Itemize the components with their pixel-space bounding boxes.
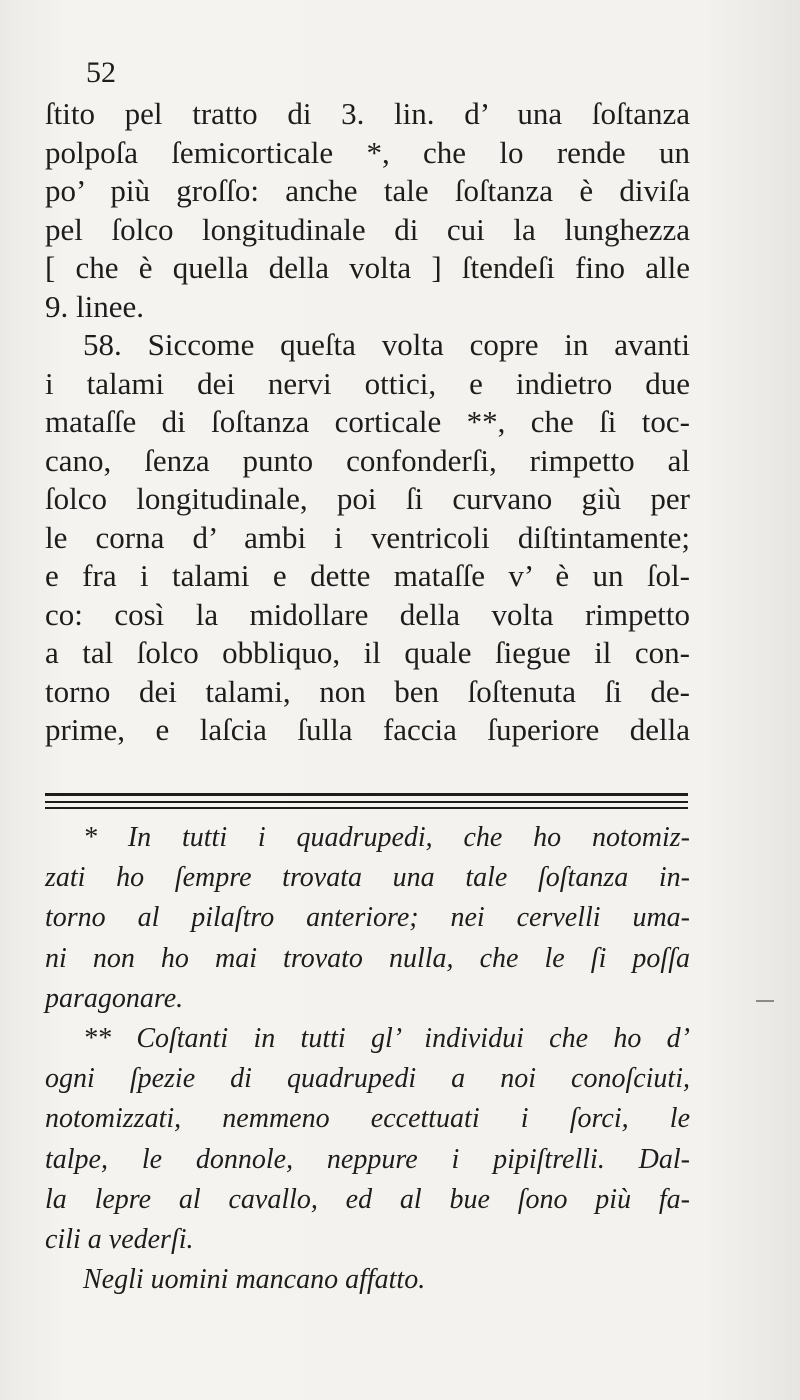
footnote-line: cili a vederſi.: [45, 1223, 194, 1255]
footnote-separator-rule: [45, 807, 688, 809]
text-line: cano, ſenza punto confonderſi, rimpetto al: [45, 442, 690, 478]
text-line: co: così la midollare della volta rimpetto: [45, 596, 690, 632]
footnote-start-line: * In tutti i quadrupedi, che ho notomiz-: [83, 822, 690, 853]
footnote-line: talpe, le donnole, neppure i pipiſtrelli. Dal-: [45, 1143, 690, 1175]
footnote-line: torno al pilaſtro anteriore; nei cervelli uma-: [45, 902, 690, 934]
footnote-separator-double-rule: [45, 793, 688, 803]
text-line: pel ſolco longitudinale di cui la lunghezza: [45, 211, 690, 247]
text-line: i talami dei nervi ottici, e indietro due: [45, 365, 690, 401]
footnote-line: ogni ſpezie di quadrupedi a noi conoſciuti,: [45, 1063, 690, 1095]
text-line: ſtito pel tratto di 3. lin. d’ una ſoſtanza: [45, 96, 690, 131]
text-line: prime, e laſcia ſulla faccia ſuperiore della: [45, 712, 690, 747]
footnote-line: zati ho ſempre trovata una tale ſoſtanza in-: [45, 862, 690, 894]
text-line: mataſſe di ſoſtanza corticale **, che ſi toc-: [45, 404, 690, 439]
footnote-line: ni non ho mai trovato nulla, che le ſi poſſa: [45, 942, 690, 974]
text-line: polpoſa ſemicorticale *, che lo rende un: [45, 134, 690, 170]
text-line: le corna d’ ambi i ventricoli diſtintamente;: [45, 519, 690, 555]
footnote-start-line: ** Coſtanti in tutti gl’ individui che ho d’: [83, 1022, 690, 1054]
text-line: torno dei talami, non ben ſoſtenuta ſi de-: [45, 673, 690, 709]
main-text: [45, 95, 690, 750]
text-line: e fra i talami e dette mataſſe v’ è un ſol-: [45, 558, 690, 593]
footnote-line: la lepre al cavallo, ed al bue ſono più fa-: [45, 1183, 690, 1215]
page-number: 52: [86, 56, 116, 89]
text-line: a tal ſolco obbliquo, il quale ſiegue il con-: [45, 635, 690, 670]
footnotes: [45, 818, 690, 1300]
text-line: po’ più groſſo: anche tale ſoſtanza è diviſa: [45, 173, 690, 208]
paragraph-start-line: 58. Siccome queſta volta copre in avanti: [83, 327, 690, 362]
margin-mark: [756, 1000, 774, 1002]
footnote-line: paragonare.: [45, 982, 184, 1014]
text-line: 9. linee.: [45, 288, 144, 324]
footnote-line: notomizzati, nemmeno eccettuati i ſorci, le: [45, 1103, 690, 1135]
text-line: [ che è quella della volta ] ſtendeſi fino alle: [45, 250, 690, 285]
footnote-start-line: Negli uomini mancano affatto.: [83, 1264, 426, 1296]
text-line: ſolco longitudinale, poi ſi curvano giù per: [45, 481, 690, 516]
